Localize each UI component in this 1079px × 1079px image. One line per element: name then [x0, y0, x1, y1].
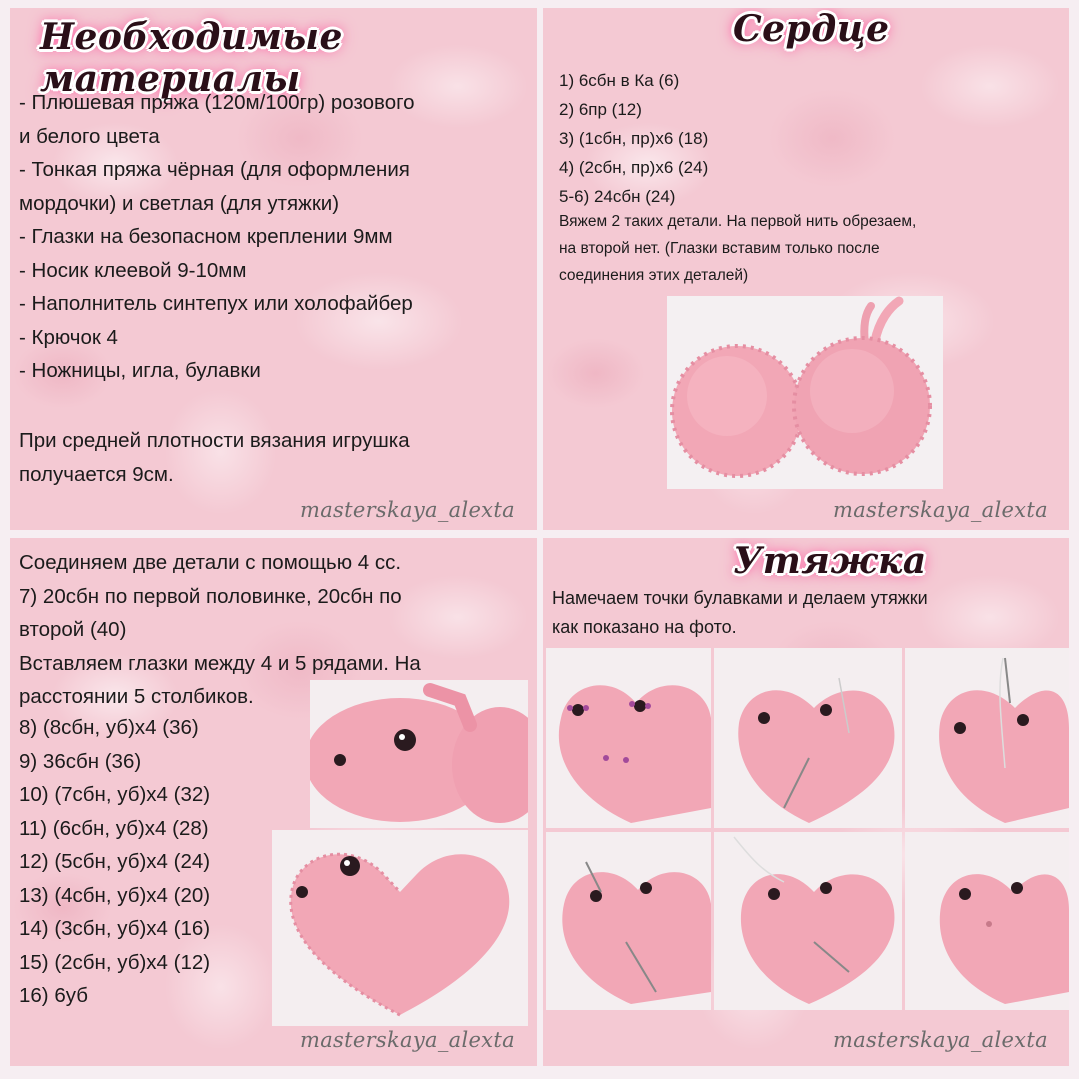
watermark: masterskaya_alexta: [833, 498, 1048, 522]
heart-parts-illustration: [667, 296, 943, 489]
step-illustration-5: [714, 832, 902, 1010]
watermark: masterskaya_alexta: [300, 1028, 515, 1052]
tightening-line: Намечаем точки булавками и делаем утяжки: [552, 588, 928, 608]
materials-line: - Ножницы, игла, булавки: [19, 359, 261, 382]
materials-line: - Тонкая пряжа чёрная (для оформления: [19, 158, 410, 181]
size-note-line: получается 9см.: [19, 462, 174, 486]
heart-note-line: соединения этих деталей): [559, 267, 749, 284]
tightening-title: Утяжка: [733, 540, 927, 582]
pattern-row: 13) (4сбн, уб)х4 (20): [19, 883, 211, 907]
pattern-row: 14) (3сбн, уб)х4 (16): [19, 917, 211, 940]
materials-list: [19, 86, 415, 388]
materials-line: мордочки) и светлая (для утяжки): [19, 191, 340, 215]
heart-parts-photo: [667, 296, 943, 489]
step-photo-4: [546, 832, 711, 1010]
materials-line: - Крючок 4: [19, 325, 118, 349]
step-illustration-3: [905, 648, 1069, 828]
materials-panel: [10, 8, 537, 530]
step-illustration-2: [714, 648, 902, 828]
joining-rows: [19, 711, 210, 1013]
materials-line: - Плюшевая пряжа (120м/100гр) розового: [19, 91, 415, 114]
joining-text: [19, 546, 421, 714]
pattern-row: 2) 6пр (12): [559, 100, 642, 119]
step-photo-1: [546, 648, 711, 828]
watermark: masterskaya_alexta: [300, 498, 515, 522]
heart-rows: [559, 66, 708, 211]
materials-line: и белого цвета: [19, 124, 160, 148]
materials-line: - Наполнитель синтепух или холофайбер: [19, 292, 413, 315]
size-note-line: При средней плотности вязания игрушка: [19, 429, 410, 452]
joining-line: 7) 20сбн по первой половинке, 20сбн по: [19, 584, 402, 608]
pattern-row: 5-6) 24сбн (24): [559, 187, 676, 206]
tightening-text: [552, 584, 928, 642]
heart-assembled-photo: [272, 830, 528, 1026]
heart-title: Сердце: [733, 8, 890, 50]
pattern-row: 10) (7сбн, уб)х4 (32): [19, 783, 211, 806]
step-illustration-4: [546, 832, 711, 1010]
step-photo-3: [905, 648, 1069, 828]
heart-note: [559, 208, 916, 289]
joining-line: Соединяем две детали с помощью 4 сс.: [19, 551, 402, 574]
materials-title: Необходимые материалы: [40, 16, 343, 100]
pattern-row: 12) (5сбн, уб)х4 (24): [19, 850, 211, 873]
heart-note-line: на второй нет. (Глазки вставим только после: [559, 240, 880, 257]
joining-line: Вставляем глазки между 4 и 5 рядами. На: [19, 651, 421, 675]
step-photo-6: [905, 832, 1069, 1010]
pattern-row: 3) (1сбн, пр)х6 (18): [559, 129, 709, 148]
pattern-row: 1) 6сбн в Ка (6): [559, 71, 680, 90]
step-photo-5: [714, 832, 902, 1010]
pattern-row: 4) (2сбн, пр)х6 (24): [559, 158, 709, 177]
joining-line: расстоянии 5 столбиков.: [19, 685, 254, 708]
pattern-row: 8) (8сбн, уб)х4 (36): [19, 716, 199, 739]
step-photo-2: [714, 648, 902, 828]
step-illustration-1: [546, 648, 711, 828]
pattern-row: 11) (6сбн, уб)х4 (28): [19, 816, 209, 840]
materials-line: - Глазки на безопасном креплении 9мм: [19, 225, 393, 248]
joining-line: второй (40): [19, 618, 127, 641]
heart-panel: [543, 8, 1069, 530]
step-illustration-6: [905, 832, 1069, 1010]
size-note: [19, 424, 410, 491]
tightening-line: как показано на фото.: [552, 617, 737, 637]
pattern-row: 16) 6уб: [19, 984, 88, 1007]
pattern-row: 9) 36сбн (36): [19, 749, 142, 773]
watermark: masterskaya_alexta: [833, 1028, 1048, 1052]
materials-line: - Носик клеевой 9-10мм: [19, 258, 247, 282]
heart-assembled-illustration: [272, 830, 528, 1026]
tightening-panel: [543, 538, 1069, 1066]
pattern-row: 15) (2сбн, уб)х4 (12): [19, 950, 211, 974]
joining-panel: [10, 538, 537, 1066]
heart-note-line: Вяжем 2 таких детали. На первой нить обрезаем,: [559, 213, 917, 230]
